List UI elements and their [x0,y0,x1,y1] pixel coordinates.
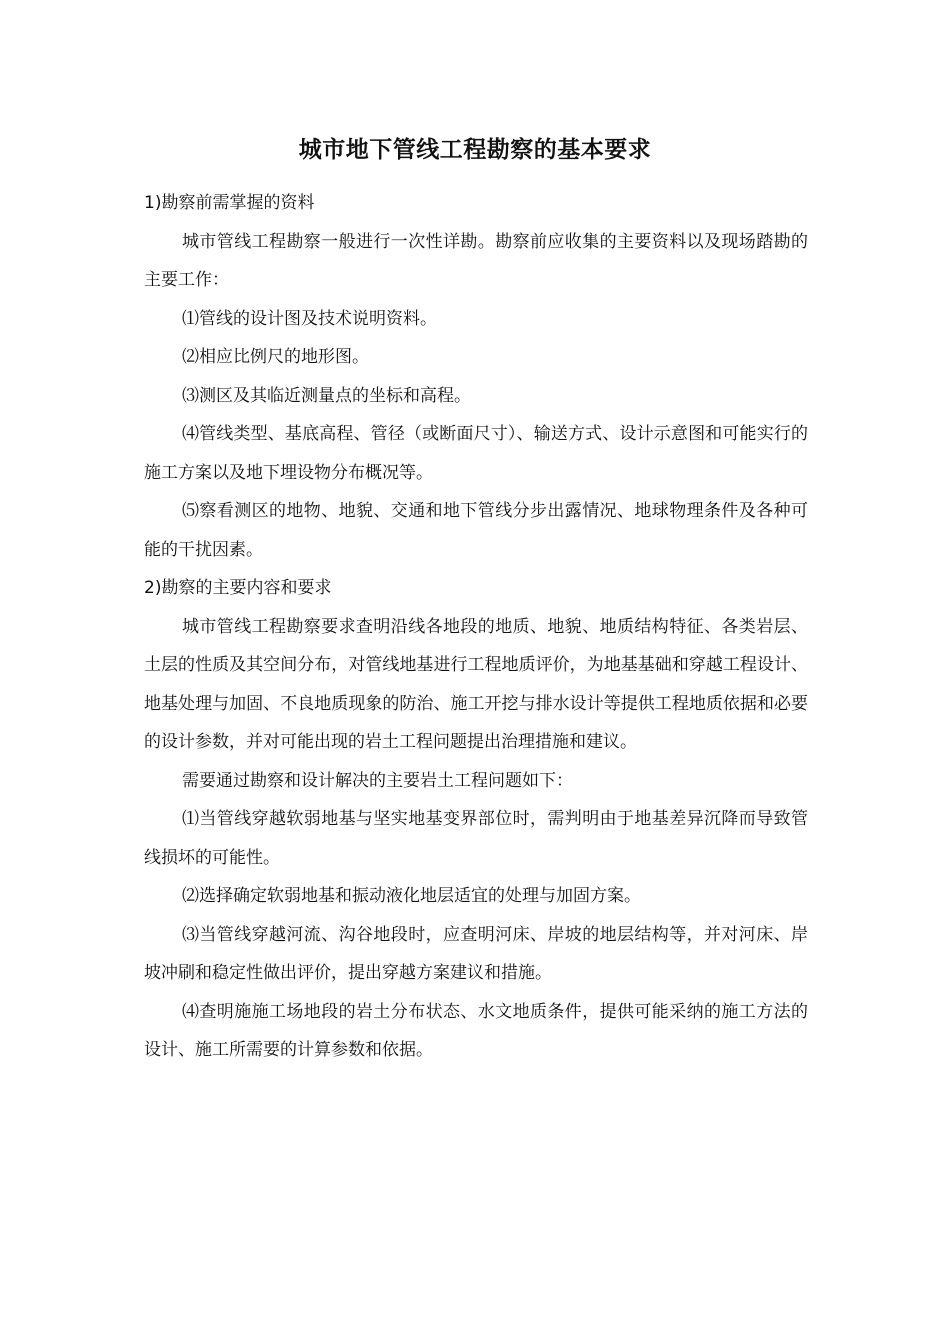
list-item-4: ⑷管线类型、基底高程、管径（或断面尺寸）、输送方式、设计示意图和可能实行的施工方案以及地下埋设物分布概况等。 [144,424,808,483]
paragraph-problems-intro: 需要通过勘察和设计解决的主要岩土工程问题如下： [182,770,573,791]
section-heading-2: 2)勘察的主要内容和要求 [144,578,332,598]
list-item-3: ⑶测区及其临近测量点的坐标和高程。 [182,385,471,406]
paragraph-requirements: 城市管线工程勘察要求查明沿线各地段的地质、地貌、地质结构特征、各类岩层、土层的性质及其空间分布，对管线地基进行工程地质评价，为地基基础和穿越工程设计、地基处理与加固、不良地质现象的防治、施工开挖与排水设计等提供工程地质依据和必要的设计参数，并对可能出现的岩土工程问题提出治理措施和建议。 [144,616,808,752]
list-item-2: ⑵相应比例尺的地形图。 [182,347,369,367]
problem-item-1: ⑴当管线穿越软弱地基与坚实地基变界部位时，需判明由于地基差异沉降而导致管线损坏的可能性。 [144,809,808,868]
list-item-5: ⑸察看测区的地物、地貌、交通和地下管线分步出露情况、地球物理条件及各种可能的干扰因素。 [144,501,808,560]
paragraph-intro: 城市管线工程勘察一般进行一次性详勘。勘察前应收集的主要资料以及现场踏勘的主要工作： [144,231,808,290]
problem-item-2: ⑵选择确定软弱地基和振动液化地层适宜的处理与加固方案。 [182,886,641,906]
section-heading-1: 1)勘察前需掌握的资料 [144,193,315,213]
document-body [144,184,808,1070]
problem-item-4: ⑷查明施施工场地段的岩土分布状态、水文地质条件，提供可能采纳的施工方法的设计、施工所需要的计算参数和依据。 [144,1001,808,1060]
document-title: 城市地下管线工程勘察的基本要求 [298,137,652,163]
problem-item-3: ⑶当管线穿越河流、沟谷地段时，应查明河床、岸坡的地层结构等，并对河床、岸坡冲刷和稳定性做出评价，提出穿越方案建议和措施。 [144,924,808,983]
list-item-1: ⑴管线的设计图及技术说明资料。 [182,308,437,329]
